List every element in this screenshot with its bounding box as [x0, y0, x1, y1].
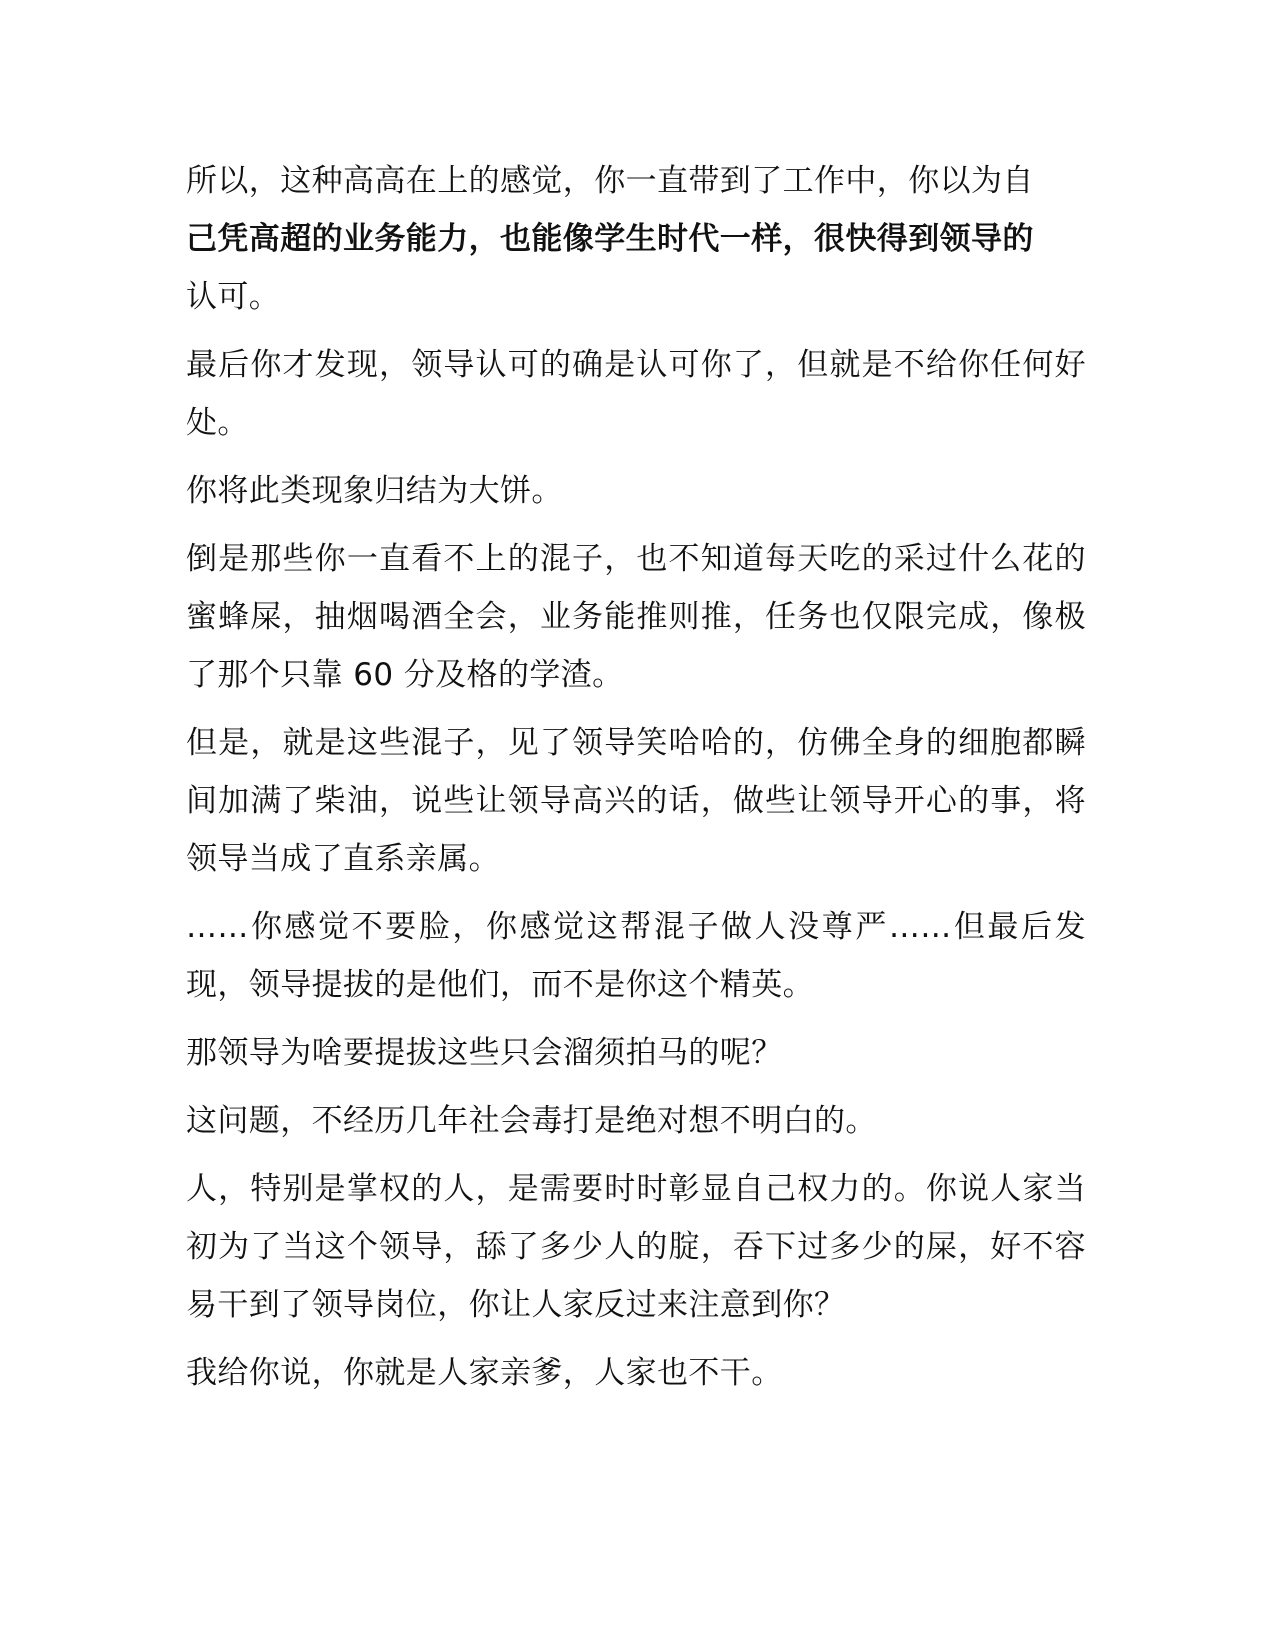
paragraph-2: 最后你才发现，领导认可的确是认可你了，但就是不给你任何好处。 [186, 347, 1086, 441]
paragraph-1-line-3: 认可。 [186, 279, 281, 315]
paragraph-9: 人，特别是掌权的人，是需要时时彰显自己权力的。你说人家当初为了当这个领导，舔了多少人的腚，吞下过多少的屎，好不容易干到了领导岗位，你让人家反过来注意到你？ [186, 1171, 1086, 1323]
paragraph-5: 但是，就是这些混子，见了领导笑哈哈的，仿佛全身的细胞都瞬间加满了柴油，说些让领导高兴的话，做些让领导开心的事，将领导当成了直系亲属。 [186, 725, 1086, 877]
paragraph-10: 我给你说，你就是人家亲爹，人家也不干。 [186, 1355, 783, 1391]
document-body [186, 152, 1086, 1412]
paragraph-1 [186, 152, 1086, 326]
paragraph-8: 这问题，不经历几年社会毒打是绝对想不明白的。 [186, 1103, 877, 1139]
paragraph-1-line-2-bold: 己凭高超的业务能力，也能像学生时代一样，很快得到领导的 [186, 221, 1034, 257]
paragraph-1-line-1: 所以，这种高高在上的感觉，你一直带到了工作中，你以为自 [186, 163, 1034, 199]
paragraph-7: 那领导为啥要提拔这些只会溜须拍马的呢？ [186, 1035, 783, 1071]
paragraph-4: 倒是那些你一直看不上的混子，也不知道每天吃的采过什么花的蜜蜂屎，抽烟喝酒全会，业务能推则推，任务也仅限完成，像极了那个只靠 60 分及格的学渣。 [186, 541, 1086, 693]
paragraph-6: ……你感觉不要脸，你感觉这帮混子做人没尊严……但最后发现，领导提拔的是他们，而不是你这个精英。 [186, 909, 1086, 1003]
paragraph-3: 你将此类现象归结为大饼。 [186, 473, 563, 509]
